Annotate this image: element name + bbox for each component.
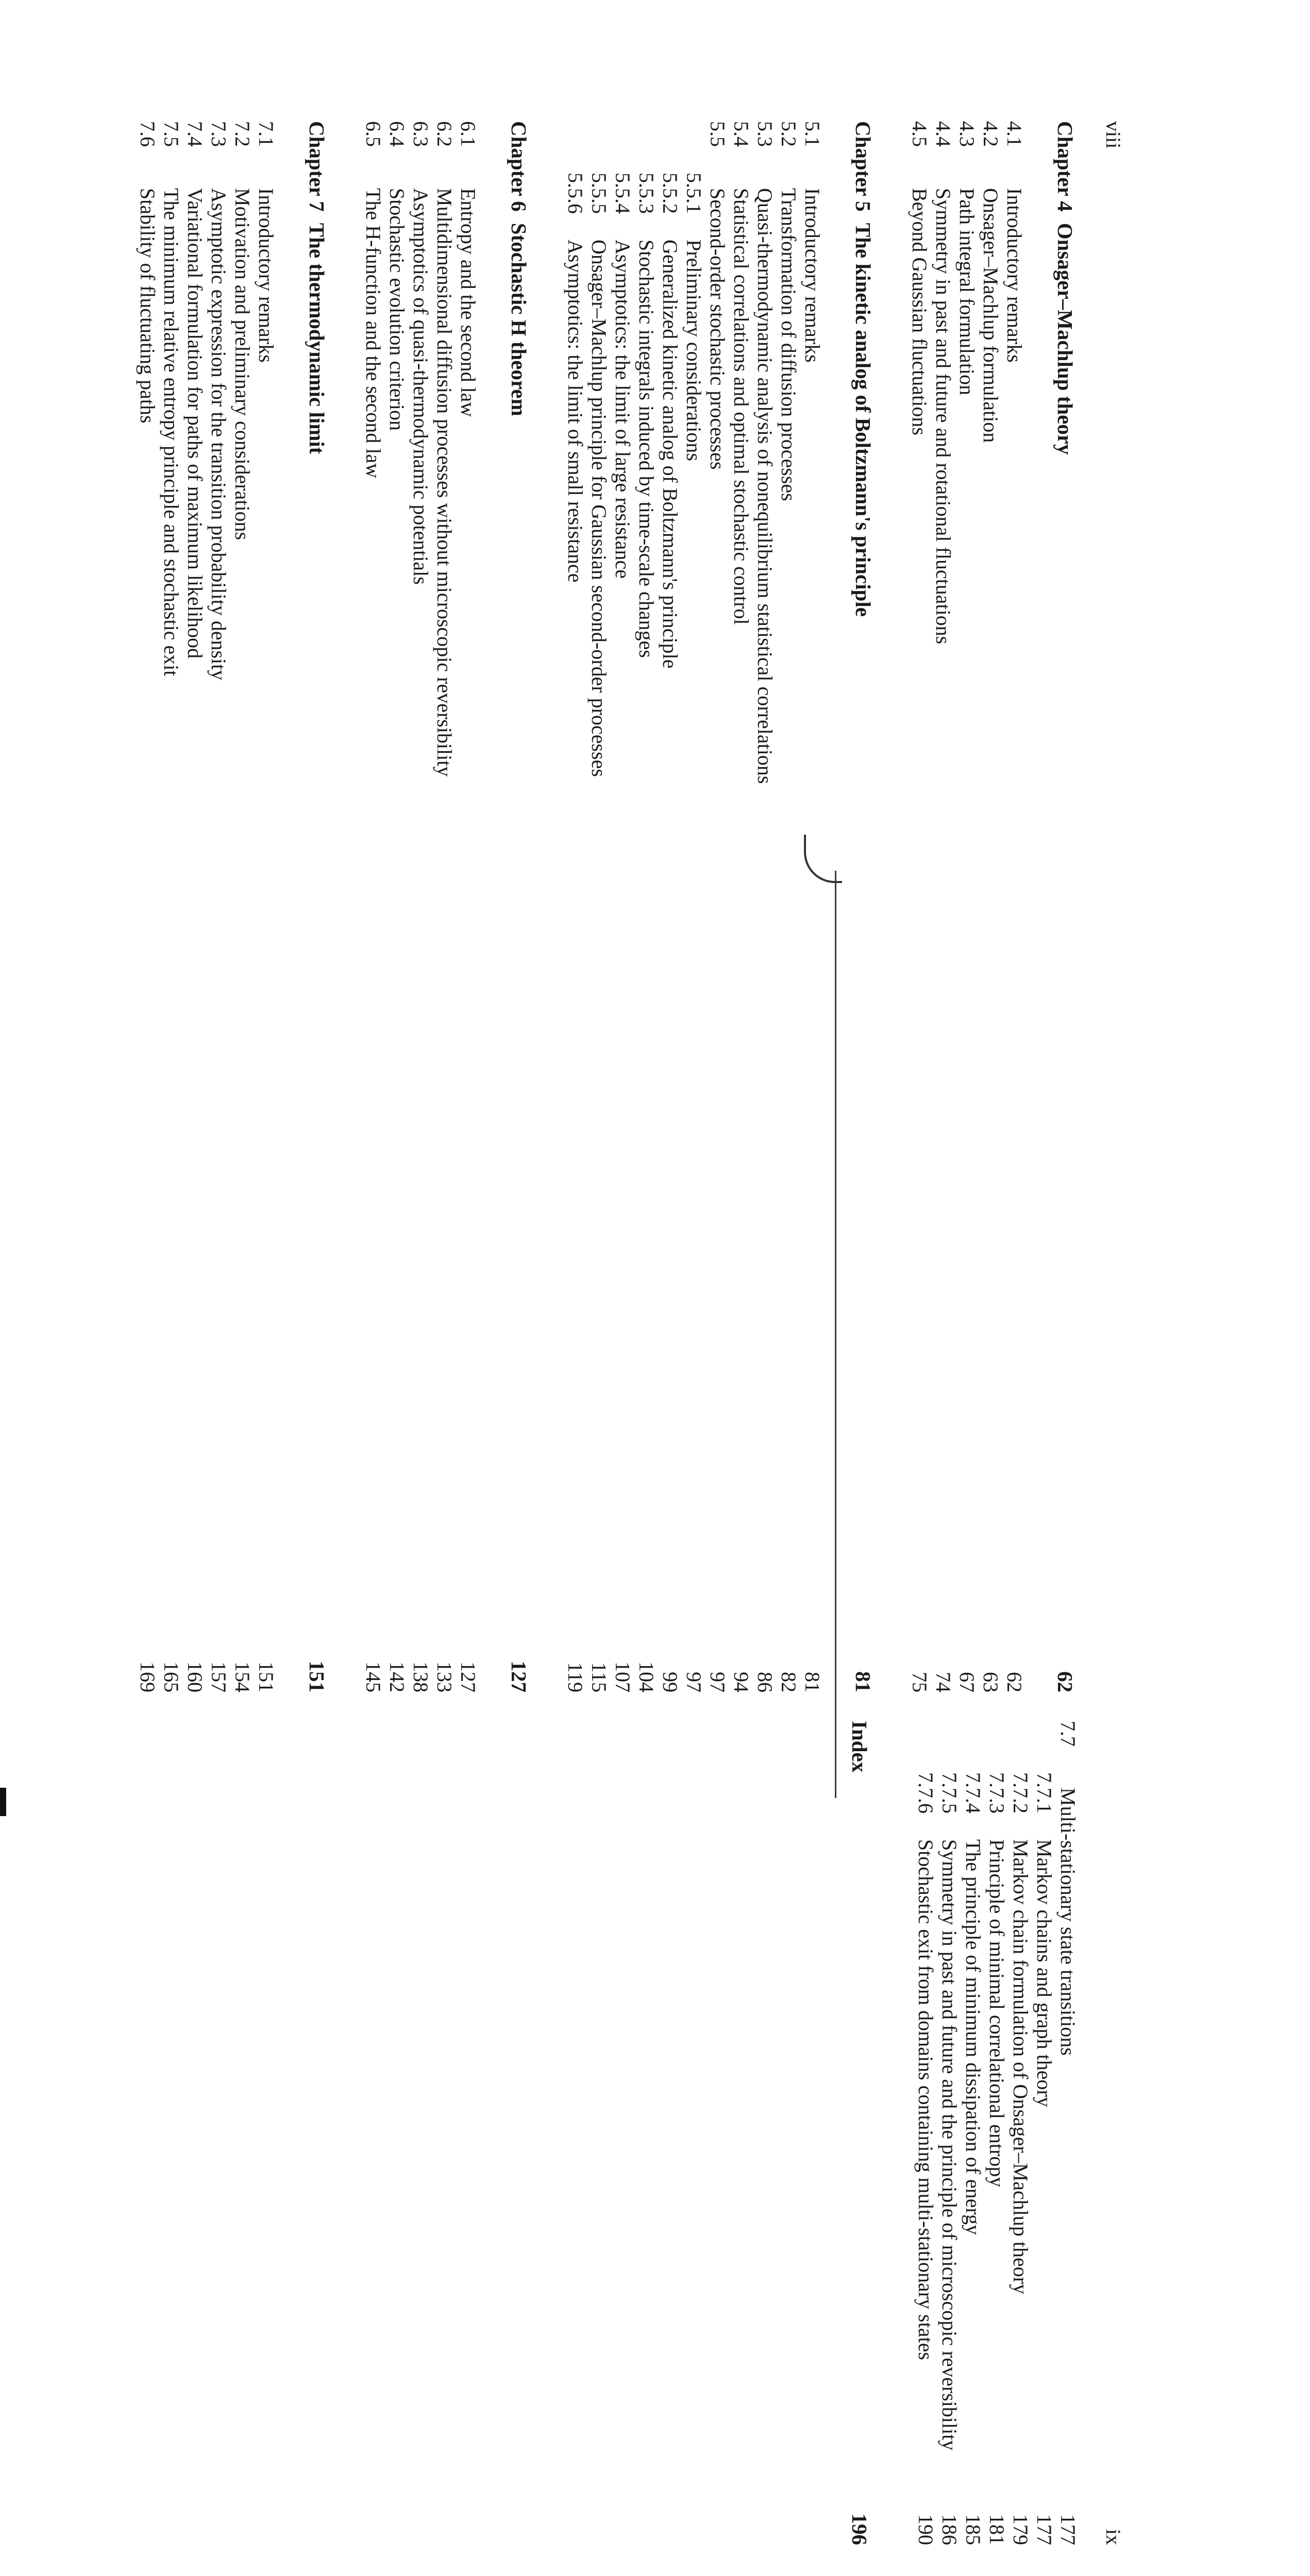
section-number: 6.2 [433,121,456,147]
section-number: 6.1 [457,121,480,147]
section-page: 177 [1033,2514,1056,2545]
chapter-heading[interactable] [845,121,878,1692]
toc-section-entry[interactable] [908,121,931,1692]
toc-section-entry[interactable] [979,121,1002,1692]
section-number: 7.2 [231,121,254,147]
section-title: Statistical correlations and optimal stochastic control [730,188,753,625]
section-page: 157 [207,1662,230,1692]
toc-section-entry[interactable] [456,121,480,1692]
toc-subsection-entry[interactable] [634,121,658,1692]
section-page: 86 [753,1672,777,1692]
section-page: 190 [914,2514,937,2545]
toc-section-entry[interactable] [385,121,409,1692]
section-number: 5.5.6 [564,173,587,214]
toc-subsection-entry[interactable] [611,121,634,1692]
section-title: Onsager–Machlup formulation [979,188,1002,443]
section-number: 5.5 [706,121,729,147]
section-number: 4.2 [979,121,1002,147]
index-label: Index [848,1721,871,1773]
chapter-list [136,121,1080,1692]
section-title: The minimum relative entropy principle and stochastic exit [160,188,183,676]
chapter-heading-text [1047,121,1080,455]
section-title: Multi-stationary state transitions [1056,1788,1080,2056]
section-number: 5.3 [753,121,777,147]
toc-subsection-entry[interactable] [985,1721,1009,2545]
toc-section-entry[interactable] [230,121,254,1692]
section-title: The H-function and the second law [362,188,385,479]
section-page: 62 [1003,1672,1026,1692]
section-title: Asymptotic expression for the transition probability density [207,188,230,681]
toc-section-entry[interactable] [1056,1721,1080,2545]
toc-subsection-entry[interactable] [914,1721,937,2545]
section-title: Transformation of diffusion processes [777,188,800,501]
section-number: 5.2 [777,121,800,147]
toc-subsection-entry[interactable] [937,1721,961,2545]
section-title: Stochastic evolution criterion [385,188,409,431]
toc-subsection-entry[interactable] [563,121,587,1692]
chapter-page: 81 [851,1671,875,1692]
section-title: Entropy and the second law [457,188,480,417]
section-page: 97 [706,1672,729,1692]
section-page: 169 [136,1662,159,1692]
section-number: 7.5 [160,121,183,147]
chapter-title: The kinetic analog of Boltzmann's principle [851,223,875,617]
section-page: 127 [457,1662,480,1692]
chapter-page: 62 [1053,1671,1077,1692]
chapter-page: 127 [507,1660,531,1692]
section-page: 154 [231,1662,254,1692]
section-page: 165 [160,1662,183,1692]
section-page: 97 [682,1672,706,1692]
chapter-block [136,121,331,1692]
toc-section-entry[interactable] [254,121,278,1692]
toc-section-entry[interactable] [432,121,456,1692]
section-page: 74 [932,1672,955,1692]
chapter-block [908,121,1080,1692]
section-page: 185 [962,2514,985,2545]
toc-subsection-entry[interactable] [961,1721,985,2545]
section-page: 181 [985,2514,1009,2545]
chapter-block [563,121,878,1692]
chapter-heading[interactable] [500,121,533,1692]
section-page: 94 [730,1672,753,1692]
toc-page-ix [95,1721,1126,2545]
section-number: 7.4 [183,121,207,147]
chapter-heading-text [845,121,878,617]
section-title: Quasi-thermodynamic analysis of nonequilibrium statistical correlations [753,188,777,784]
toc-section-entry[interactable] [409,121,432,1692]
section-number: 4.1 [1003,121,1026,147]
section-number: 7.7.5 [938,1772,961,1814]
section-number: 7.7.6 [914,1772,937,1814]
toc-section-entry[interactable] [955,121,979,1692]
chapter-title: The thermodynamic limit [305,223,329,454]
section-number: 7.1 [255,121,278,147]
chapter-title: Stochastic H theorem [507,223,531,416]
section-page: 186 [938,2514,961,2545]
section-page: 145 [362,1662,385,1692]
section-page: 133 [433,1662,456,1692]
section-title: Motivation and preliminary considerations [231,188,254,540]
section-title: Beyond Gaussian fluctuations [908,188,931,435]
toc-section-entry[interactable] [361,121,385,1692]
index-page: 196 [848,2513,871,2545]
section-number: 7.7.1 [1033,1772,1056,1814]
page-folio: viii [1102,121,1125,149]
toc-subsection-entry[interactable] [587,121,611,1692]
section-number: 6.3 [409,121,432,147]
section-number: 6.5 [362,121,385,147]
toc-page-viii [95,121,1126,1692]
section-title: The principle of minimum dissipation of energy [962,1839,985,2235]
section-title: Onsager–Machlup principle for Gaussian second-order processes [587,240,611,777]
section-page: 177 [1056,2514,1080,2545]
chapter-label: Chapter 4 [1053,121,1077,212]
scan-edge-mark [0,1788,6,1816]
toc-subsection-entry[interactable] [1032,1721,1056,2545]
section-number: 7.7.3 [985,1772,1009,1814]
toc-section-entry[interactable] [706,121,729,1692]
section-title: Asymptotics: the limit of large resistance [611,240,634,579]
section-number: 5.5.1 [682,173,706,214]
chapter-heading[interactable] [298,121,331,1692]
section-number: 5.4 [730,121,753,147]
section-list [914,1721,1080,2545]
chapter-label: Chapter 5 [851,121,875,212]
section-page: 151 [255,1662,278,1692]
chapter-label: Chapter 6 [507,121,531,212]
section-number: 5.5.2 [659,173,682,214]
chapter-label: Chapter 7 [305,121,329,212]
section-page: 160 [183,1662,207,1692]
section-number: 6.4 [385,121,409,147]
section-title: Stochastic exit from domains containing multi-stationary states [914,1839,937,2360]
section-page: 142 [385,1662,409,1692]
section-page: 104 [635,1662,658,1692]
toc-section-entry[interactable] [159,121,183,1692]
toc-section-entry[interactable] [729,121,753,1692]
toc-section-entry[interactable] [136,121,159,1692]
page-folio: ix [1102,2529,1125,2545]
section-number: 4.5 [908,121,931,147]
section-number: 5.5.3 [635,173,658,214]
section-number: 4.3 [955,121,979,147]
section-page: 63 [979,1672,1002,1692]
section-title: Multidimensional diffusion processes without microscopic reversibility [433,188,456,777]
section-page: 82 [777,1672,800,1692]
section-title: Markov chains and graph theory [1033,1839,1056,2107]
toc-section-entry[interactable] [777,121,800,1692]
section-title: Variational formulation for paths of maximum likelihood [183,188,207,659]
chapter-title: Onsager–Machlup theory [1053,223,1077,455]
chapter-heading-text [500,121,533,416]
section-page: 99 [659,1672,682,1692]
section-page: 67 [955,1672,979,1692]
section-page: 115 [587,1662,611,1692]
section-title: Markov chain formulation of Onsager–Machlup theory [1009,1839,1032,2295]
section-number: 5.5.5 [587,173,611,214]
section-title: Preliminary considerations [682,240,706,461]
toc-section-entry[interactable] [1002,121,1026,1692]
toc-subsection-entry[interactable] [1009,1721,1032,2545]
toc-section-entry[interactable] [800,121,824,1692]
section-title: Symmetry in past and future and the principle of microscopic reversibility [938,1839,961,2451]
section-title: Path integral formulation [955,188,979,396]
toc-subsection-entry[interactable] [682,121,706,1692]
section-number: 7.6 [136,121,159,147]
section-number: 7.7.4 [962,1772,985,1814]
chapter-heading[interactable] [1047,121,1080,1692]
section-title: Generalized kinetic analog of Boltzmann's principle [659,240,682,669]
section-title: Principle of minimal correlational entropy [985,1839,1009,2188]
section-page: 138 [409,1662,432,1692]
section-page: 179 [1009,2514,1032,2545]
section-number: 5.5.4 [611,173,634,214]
section-title: Symmetry in past and future and rotational fluctuations [932,188,955,645]
chapter-heading-text [298,121,331,454]
section-number: 7.7.2 [1009,1772,1032,1814]
section-title: Asymptotics of quasi-thermodynamic potentials [409,188,432,585]
section-number: 7.3 [207,121,230,147]
section-number: 4.4 [932,121,955,147]
section-title: Introductory remarks [801,188,824,363]
section-page: 75 [908,1672,931,1692]
section-page: 119 [564,1662,587,1692]
index-entry[interactable] [847,1721,872,2545]
section-title: Second-order stochastic processes [706,188,729,470]
section-page: 81 [801,1672,824,1692]
section-page: 107 [611,1662,634,1692]
section-title: Stochastic integrals induced by time-scale changes [635,240,658,658]
section-title: Asymptotics: the limit of small resistance [564,240,587,583]
section-title: Introductory remarks [1003,188,1026,363]
section-number: 5.1 [801,121,824,147]
toc-section-entry[interactable] [931,121,955,1692]
toc-section-entry[interactable] [183,121,207,1692]
chapter-block [361,121,533,1692]
toc-subsection-entry[interactable] [658,121,682,1692]
chapter-page: 151 [305,1660,329,1692]
section-title: Stability of fluctuating paths [136,188,159,423]
section-number: 7.7 [1056,1721,1080,1747]
toc-section-entry[interactable] [753,121,777,1692]
section-title: Introductory remarks [255,188,278,363]
toc-section-entry[interactable] [207,121,230,1692]
